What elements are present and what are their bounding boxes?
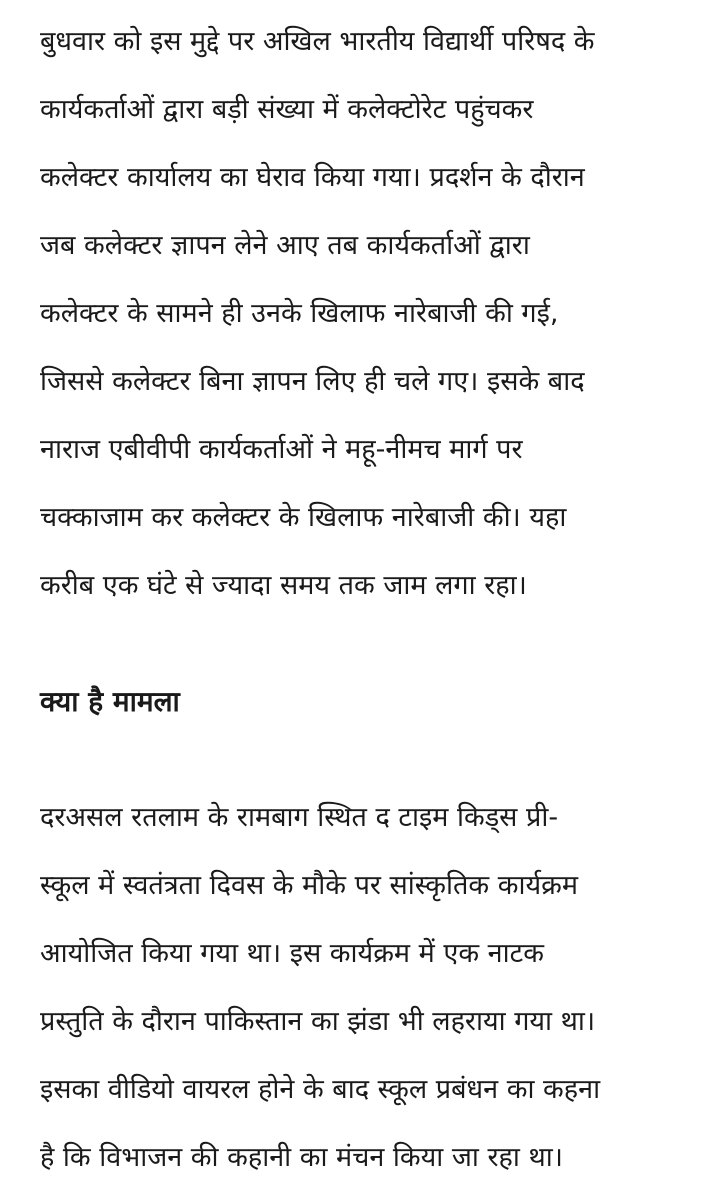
text-line: स्कूल में स्वतंत्रता दिवस के मौके पर सांस्कृतिक कार्यक्रम [40,870,579,901]
text-line: कलेक्टर कार्यालय का घेराव किया गया। प्रदर्शन के दौरान [40,162,585,193]
text-line: चक्काजाम कर कलेक्टर के खिलाफ नारेबाजी की। यहा [40,502,567,533]
text-line: करीब एक घंटे से ज्यादा समय तक जाम लगा रहा। [40,570,527,601]
paragraph-background [40,784,680,1192]
text-line: कलेक्टर के सामने ही उनके खिलाफ नारेबाजी की गई, [40,298,559,329]
paragraph-protest [40,8,680,620]
text-line: इसका वीडियो वायरल होने के बाद स्कूल प्रबंधन का कहना [40,1074,601,1105]
section-heading: क्या है मामला [40,685,180,718]
text-line: दरअसल रतलाम के रामबाग स्थित द टाइम किड्स प्री- [40,802,559,833]
text-line: जिससे कलेक्टर बिना ज्ञापन लिए ही चले गए। इसके बाद [40,366,585,397]
text-line: प्रस्तुति के दौरान पाकिस्तान का झंडा भी लहराया गया था। [40,1006,596,1037]
text-line: जब कलेक्टर ज्ञापन लेने आए तब कार्यकर्ताओं द्वारा [40,230,530,261]
text-line: है कि विभाजन की कहानी का मंचन किया जा रहा था। [40,1142,563,1173]
text-line: कार्यकर्ताओं द्वारा बड़ी संख्या में कलेक्टोरेट पहुंचकर [40,94,534,125]
text-line: आयोजित किया गया था। इस कार्यक्रम में एक नाटक [40,938,544,969]
text-line: नाराज एबीवीपी कार्यकर्ताओं ने महू-नीमच मार्ग पर [40,434,523,465]
text-line: बुधवार को इस मुद्दे पर अखिल भारतीय विद्यार्थी परिषद के [40,26,595,57]
article-body [40,8,680,1192]
